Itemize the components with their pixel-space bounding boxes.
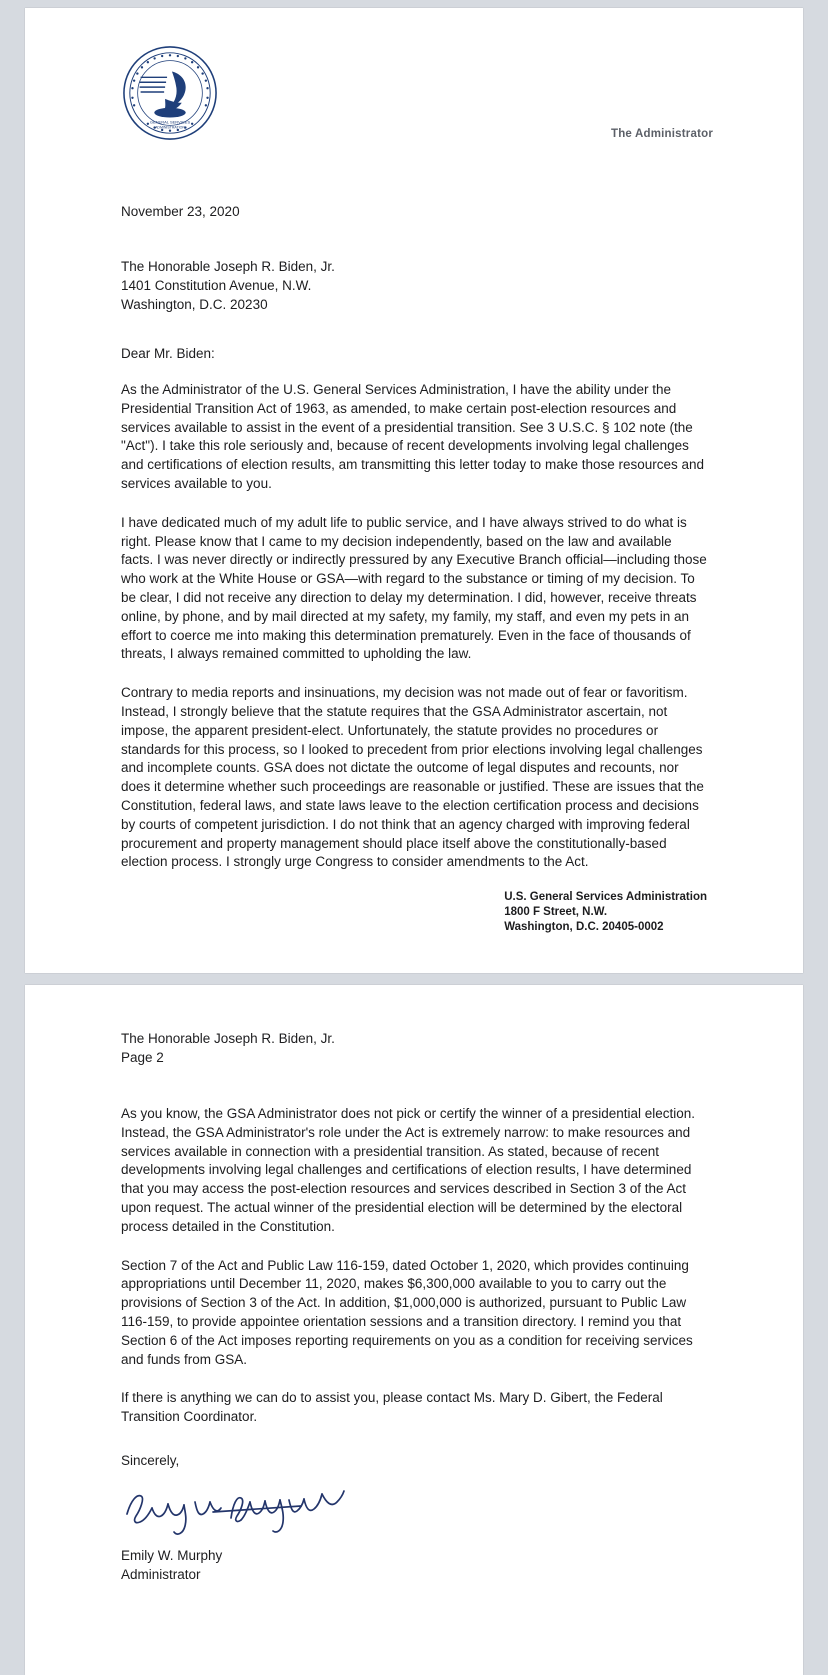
paragraph-3: Contrary to media reports and insinuations, my decision was not made out of fear or favoritism. Instead, I strongly believe that the statute requires that the GSA Administrator ascertain, not impose, the apparent president-elect. Unfortunately, the statute provides no procedures or standards for this process, so I looked to precedent from prior elections involving legal challenges and incomplete counts. GSA does not dictate the outcome of legal disputes and recounts, nor does it determine whether such proceedings are reasonable or justified. These are issues that the Constitution, federal laws, and state laws leave to the election certification process and decisions by courts of competent jurisdiction. I do not think that an agency charged with improving federal procurement and property management should place itself above the constitutionally-based election process. I strongly urge Congress to consider amendments to the Act. [121,685,704,870]
document-page-2 [25,985,803,1675]
paragraph-2: I have dedicated much of my adult life to public service, and I have always strived to do what is right. Please know that I came to my decision independently, based on the law and available facts. I was never directly or indirectly pressured by any Executive Branch official—including those who work at the White House or GSA—with regard to the substance or timing of my decision. To be clear, I did not receive any direction to delay my determination. I did, however, receive threats online, by phone, and by mail directed at my safety, my family, my staff, and even my pets in an effort to coerce me into making this determination prematurely. Even in the face of thousands of threats, I always remained committed to upholding the law. [121,514,707,662]
page-separator [0,973,828,985]
gsa-seal-icon [121,44,219,142]
address-line-3: Washington, D.C. 20230 [121,297,268,312]
page-2-header [121,985,707,1067]
paragraph-6: If there is anything we can do to assist you, please contact Ms. Mary D. Gibert, the Federal Transition Coordinator. [121,1390,663,1425]
footer-line-1: U.S. General Services Administration [504,891,707,903]
handwritten-signature-icon [121,1478,351,1540]
closing: Sincerely, [121,1452,180,1468]
footer-line-2: 1800 F Street, N.W. [504,906,608,918]
letterhead [25,8,803,168]
recipient-address [121,257,707,314]
document-page-1 [25,8,803,973]
address-line-2: 1401 Constitution Avenue, N.W. [121,278,312,293]
paragraph-4: As you know, the GSA Administrator does not pick or certify the winner of a presidential election. Instead, the GSA Administrator's role under the Act is extremely narrow: to make resources and services available in connection with a presidential transition. As stated, because of recent developments involving legal challenges and certifications of election results, I have determined that you may access the post-election resources and services described in Section 3 of the Act upon request. The actual winner of the presidential election will be determined by the electoral process detailed in the Constitution. [121,1106,696,1234]
salutation: Dear Mr. Biden: [121,346,215,361]
letter-date: November 23, 2020 [121,204,240,219]
footer-line-3: Washington, D.C. 20405-0002 [504,921,664,933]
address-line-1: The Honorable Joseph R. Biden, Jr. [121,259,335,274]
page-bottom-cutoff [121,1584,707,1598]
page-2-paragraphs [121,1105,707,1427]
page-1-body [25,204,803,872]
signer-block [121,1546,707,1584]
signer-name: Emily W. Murphy [121,1547,223,1563]
signer-title: Administrator [121,1566,201,1582]
administrator-label: The Administrator [610,128,713,140]
svg-text:GENERAL SERVICES: GENERAL SERVICES [149,119,191,125]
paragraph-1: As the Administrator of the U.S. General Services Administration, I have the ability under the Presidential Transition Act of 1963, as amended, to make certain post-election resources and services available to assist in the event of a presidential transition. See 3 U.S.C. § 102 note (the "Act"). I take this role seriously and, because of recent developments involving legal challenges and certifications of election results, am transmitting this letter today to make those resources and services available to you. [121,382,705,491]
page-2-header-line-1: The Honorable Joseph R. Biden, Jr. [121,1031,335,1046]
page-2-header-line-2: Page 2 [121,1050,164,1065]
page-2-body [25,985,803,1598]
paragraph-5: Section 7 of the Act and Public Law 116-159, dated October 1, 2020, which provides continuing appropriations until December 11, 2020, makes $6,300,000 available to you to carry out the provisions of Section 3 of the Act. In addition, $1,000,000 is authorized, pursuant to Public Law 116-159, to provide appointee orientation sessions and a transition directory. I remind you that Section 6 of the Act imposes reporting requirements on you as a condition for receiving services and funds from GSA. [121,1257,693,1367]
agency-footer-block [504,890,707,935]
svg-text:ADMINISTRATION: ADMINISTRATION [155,125,185,130]
